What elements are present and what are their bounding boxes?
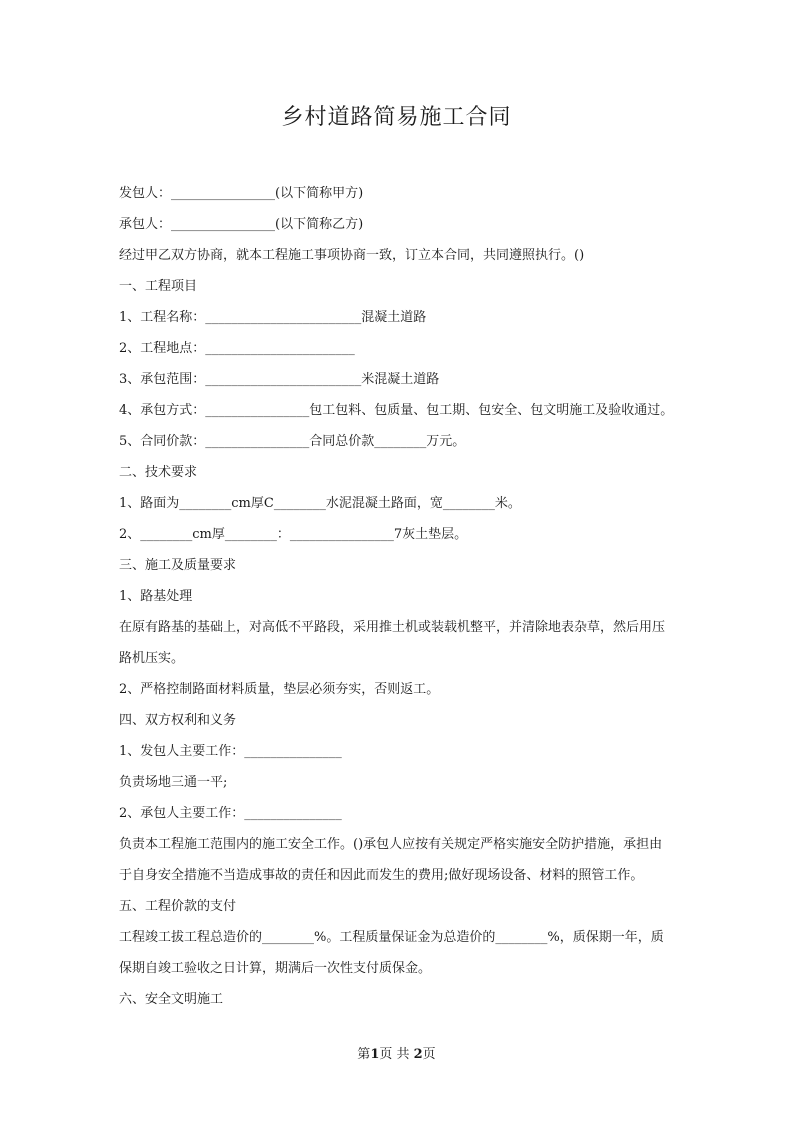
contract-line: 1、工程名称：________________________混凝土道路 [119, 310, 427, 325]
contract-line: 发包人：________________(以下简称甲方) [119, 186, 364, 201]
contract-line: 1、发包人主要工作：_______________ [119, 744, 342, 759]
contract-line: 2、工程地点：_______________________ [119, 341, 355, 356]
contract-line: 承包人：________________(以下简称乙方) [119, 217, 364, 232]
contract-line: 1、路面为________cm厚C________水泥混凝土路面，宽________米。 [119, 496, 521, 511]
document-title: 乡村道路简易施工合同 [281, 105, 512, 130]
paragraph-line: 负责本工程施工范围内的施工安全工作。()承包人应按有关规定严格实施安全防护措施，承担由 [119, 837, 663, 852]
section-heading: 二、技术要求 [119, 465, 198, 480]
paragraph-roadbed [119, 618, 679, 668]
contract-line: 2、承包人主要工作：_______________ [119, 806, 342, 821]
paragraph-line: 于自身安全措施不当造成事故的责任和因此而发生的费用;做好现场设备、材料的照管工作。 [119, 868, 644, 883]
section-heading: 五、工程价款的支付 [119, 899, 237, 914]
paragraph-line: 在原有路基的基础上，对高低不平路段，采用推土机或装载机整平，并清除地表杂草，然后用压 [119, 620, 666, 635]
contract-line: 5、合同价款：________________合同总价款________万元。 [119, 434, 466, 449]
contract-line: 2、________cm厚________：________________7灰土垫层。 [119, 527, 468, 542]
current-page-number: 1 [370, 1047, 380, 1062]
section-heading: 三、施工及质量要求 [119, 558, 237, 573]
section-heading: 一、工程项目 [119, 279, 198, 294]
paragraph-payment [119, 928, 679, 978]
page-footer [0, 1043, 793, 1062]
footer-suffix: 页 [422, 1047, 436, 1062]
document-body [119, 184, 679, 1021]
footer-mid: 页 共 [379, 1047, 414, 1062]
contract-line: 负责场地三通一平; [119, 775, 228, 790]
total-page-number: 2 [413, 1047, 423, 1062]
contract-line: 1、路基处理 [119, 589, 193, 604]
paragraph-line: 保期自竣工验收之日计算，期满后一次性支付质保金。 [119, 961, 432, 976]
contract-line: 3、承包范围：________________________米混凝土道路 [119, 372, 440, 387]
contract-line: 经过甲乙双方协商，就本工程施工事项协商一致，订立本合同，共同遵照执行。() [119, 248, 585, 263]
section-heading: 六、安全文明施工 [119, 992, 224, 1007]
paragraph-line: 路机压实。 [119, 651, 185, 666]
contract-line: 4、承包方式：________________包工包料、包质量、包工期、包安全、包文明施工及验收通过。 [119, 403, 674, 418]
contract-line: 2、严格控制路面材料质量，垫层必须夯实，否则返工。 [119, 682, 440, 697]
section-heading: 四、双方权利和义务 [119, 713, 237, 728]
paragraph-line: 工程竣工拔工程总造价的________%。工程质量保证金为总造价的________%，质保期一年，质 [119, 930, 664, 945]
footer-prefix: 第 [357, 1047, 371, 1062]
paragraph-contractor-duties [119, 835, 679, 885]
